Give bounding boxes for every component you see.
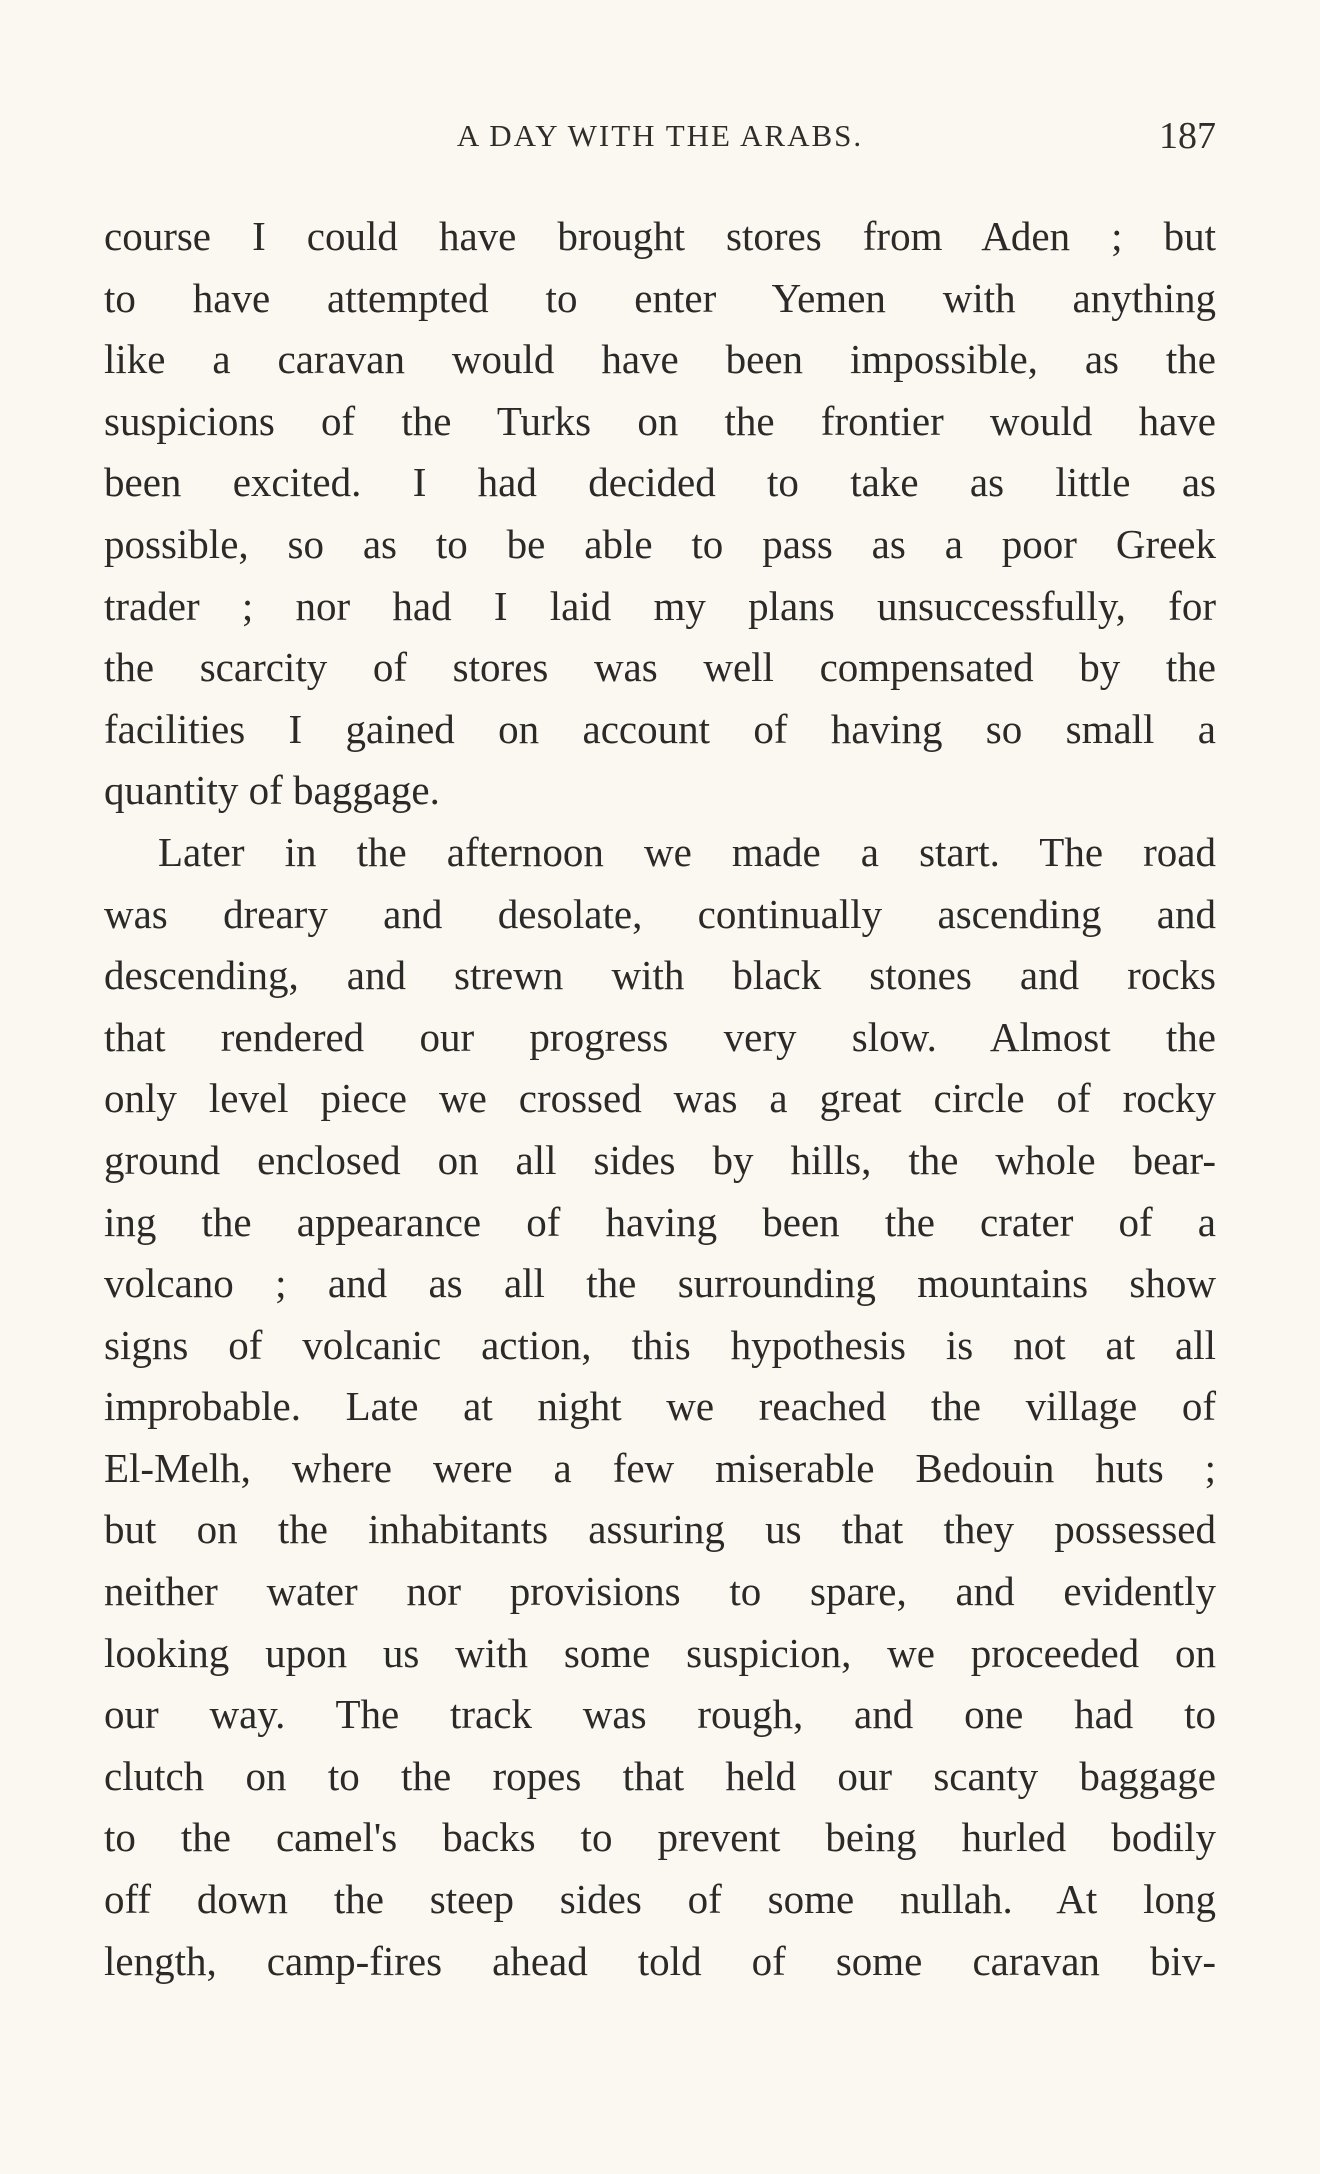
text-line: clutch on to the ropes that held our scanty baggage [104, 1752, 1216, 1799]
text-line: length, camp-fires ahead told of some caravan biv- [104, 1937, 1216, 1984]
text-line: to have attempted to enter Yemen with anything [104, 274, 1216, 321]
text-line: been excited. I had decided to take as little as [104, 459, 1216, 506]
text-line: ground enclosed on all sides by hills, the whole bear- [104, 1136, 1216, 1183]
text-line: quantity of baggage. [104, 767, 440, 814]
text-line: trader ; nor had I laid my plans unsuccessfully, for [104, 582, 1216, 629]
page-number: 187 [1159, 115, 1216, 157]
running-head [104, 112, 1216, 160]
text-line: off down the steep sides of some nullah. At long [104, 1876, 1216, 1923]
text-line: was dreary and desolate, continually ascending and [104, 890, 1216, 937]
text-line: neither water nor provisions to spare, and evidently [104, 1568, 1216, 1615]
text-line: descending, and strewn with black stones and rocks [104, 952, 1216, 999]
text-line: El-Melh, where were a few miserable Bedouin huts ; [104, 1444, 1216, 1491]
text-line: ing the appearance of having been the crater of a [104, 1198, 1216, 1245]
text-line: volcano ; and as all the surrounding mountains show [104, 1260, 1216, 1307]
running-title: A DAY WITH THE ARABS. [456, 118, 864, 153]
text-line: improbable. Late at night we reached the village of [104, 1383, 1216, 1430]
text-line: signs of volcanic action, this hypothesis is not at all [104, 1321, 1216, 1368]
text-line: only level piece we crossed was a great circle of rocky [104, 1075, 1216, 1122]
text-line: looking upon us with some suspicion, we proceeded on [104, 1629, 1216, 1676]
text-line: course I could have brought stores from Aden ; but [104, 213, 1216, 259]
text-line: the scarcity of stores was well compensated by the [104, 644, 1216, 691]
text-line: to the camel's backs to prevent being hurled bodily [104, 1814, 1216, 1861]
text-line: like a caravan would have been impossible, as the [104, 336, 1216, 383]
text-line: Later in the afternoon we made a start. The road [158, 828, 1216, 875]
paragraph-1 [104, 206, 1216, 822]
text-line: facilities I gained on account of having so small a [104, 705, 1216, 752]
paragraph-2 [104, 822, 1216, 1992]
text-line: our way. The track was rough, and one had to [104, 1691, 1216, 1738]
text-line: but on the inhabitants assuring us that they possessed [104, 1506, 1216, 1553]
body-text [104, 206, 1216, 1992]
text-line: suspicions of the Turks on the frontier would have [104, 397, 1216, 444]
text-line: that rendered our progress very slow. Almost the [104, 1013, 1216, 1060]
text-line: possible, so as to be able to pass as a poor Greek [104, 520, 1216, 567]
